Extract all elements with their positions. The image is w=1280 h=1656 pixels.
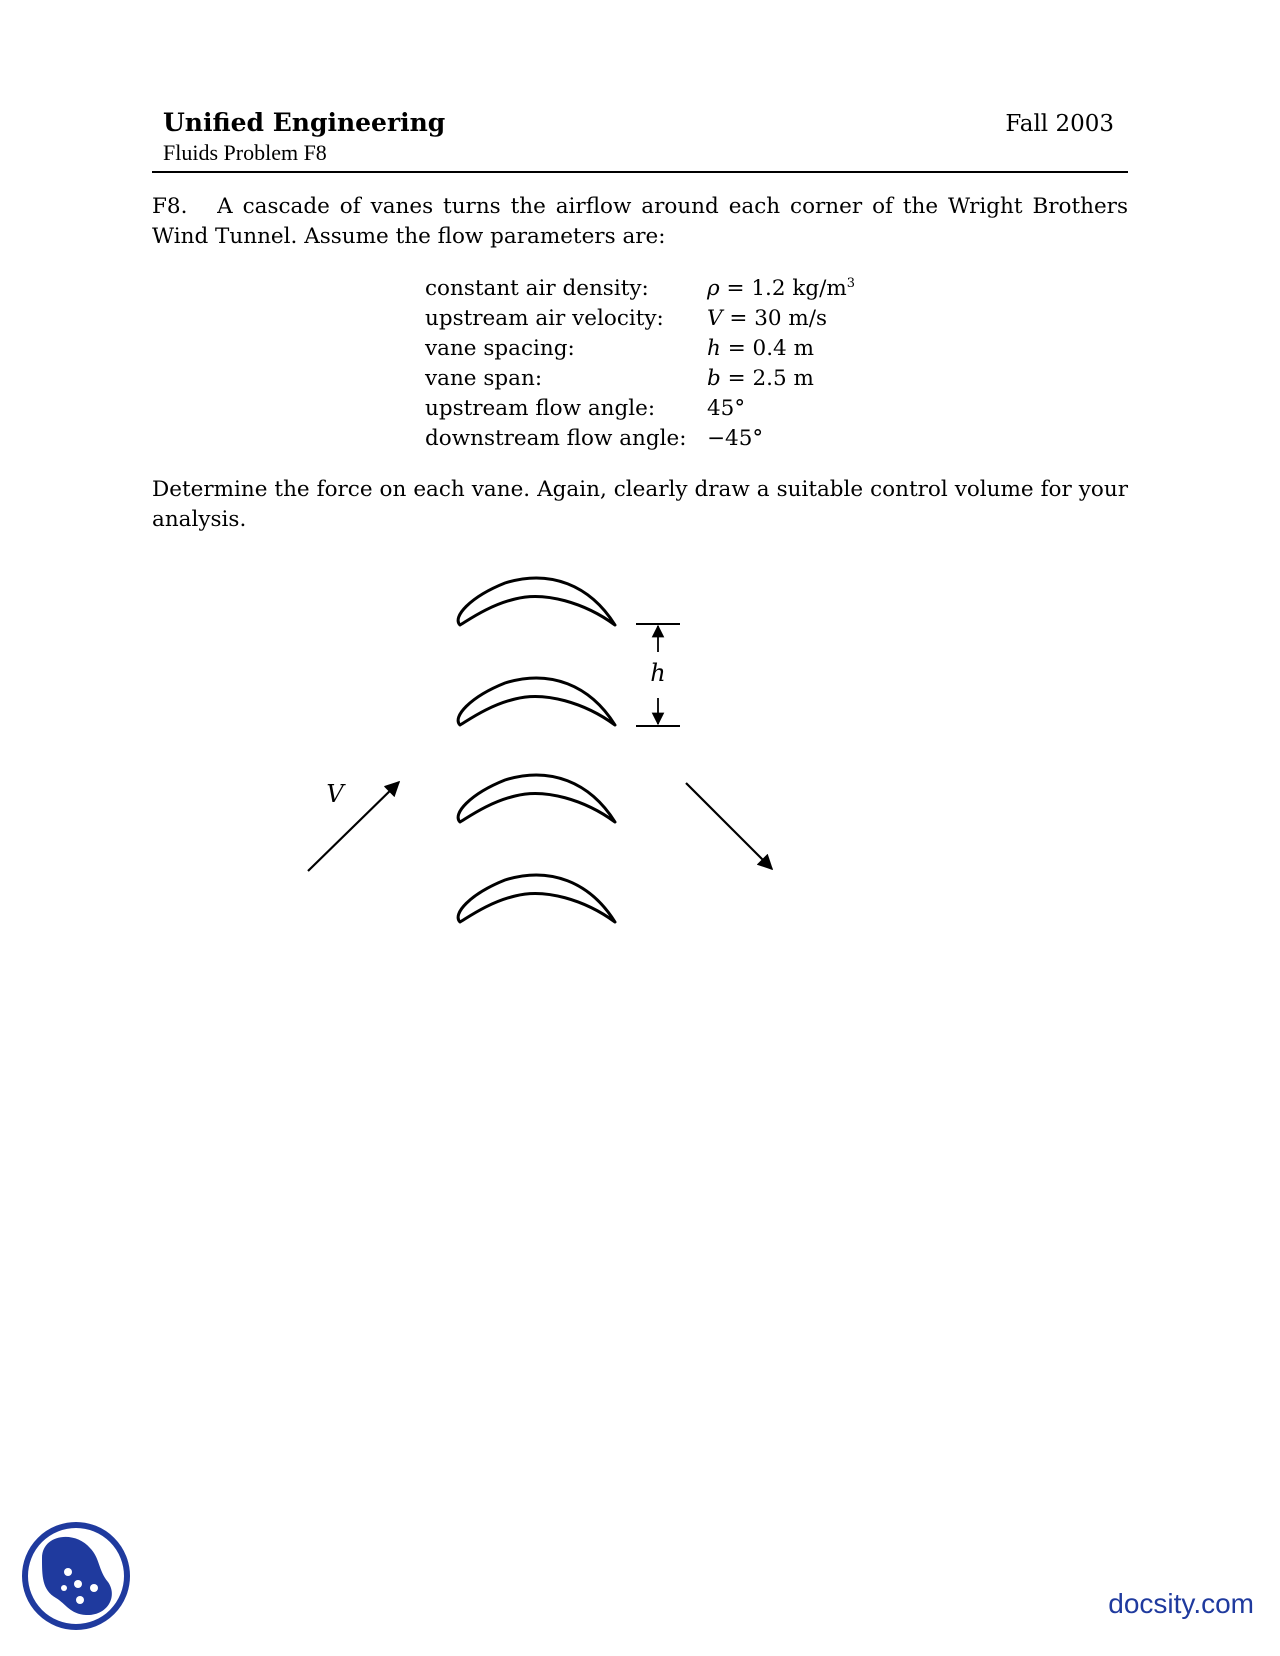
brand-link[interactable]: docsity.com (1108, 1588, 1254, 1619)
parameter-label: constant air density: (425, 276, 649, 301)
parameter-equation: = 30 m/s (722, 306, 828, 331)
header-rule (152, 171, 1128, 173)
velocity-label: V (326, 780, 344, 808)
parameter-value (707, 334, 855, 364)
parameter-row (425, 274, 855, 304)
problem-question: Determine the force on each vane. Again, clearly draw a suitable control volume for your analysis. (152, 477, 1128, 532)
parameter-symbol: b (707, 366, 721, 391)
parameter-value (707, 274, 855, 304)
parameter-row (425, 364, 855, 394)
parameter-table (425, 274, 855, 454)
inflow-velocity (308, 780, 399, 871)
problem-intro (152, 192, 1128, 252)
parameter-row (425, 334, 855, 364)
parameter-value (707, 394, 855, 424)
inflow-arrow (308, 782, 399, 871)
parameter-label: vane span: (425, 366, 543, 391)
parameter-value (707, 424, 855, 454)
outflow-arrow (686, 783, 772, 869)
vane-2 (458, 678, 615, 725)
parameter-symbol: h (707, 336, 721, 361)
course-title: Unified Engineering (163, 108, 446, 137)
spacing-dimension (636, 624, 680, 726)
parameter-value (707, 304, 855, 334)
problem-subtitle: Fluids Problem F8 (163, 140, 327, 165)
spacing-label: h (650, 659, 666, 687)
parameter-row (425, 394, 855, 424)
parameter-row (425, 304, 855, 334)
header-left (163, 108, 445, 166)
term-label: Fall 2003 (1005, 111, 1114, 137)
parameter-row (425, 424, 855, 454)
parameter-equation: = 2.5 m (720, 366, 814, 391)
docsity-logo (20, 1520, 132, 1632)
problem-intro-text: A cascade of vanes turns the airflow around each corner of the Wright Brothers Wind Tunnel. Assume the flow parameters are: (152, 194, 1128, 249)
parameter-equation: = 1.2 kg/m (719, 276, 847, 301)
parameter-superscript: 3 (846, 276, 856, 291)
parameter-equation: 45° (707, 396, 746, 421)
parameter-equation: −45° (707, 426, 764, 451)
vane-3 (458, 775, 615, 822)
parameter-label: downstream flow angle: (425, 426, 687, 451)
problem-number: F8. (152, 194, 188, 219)
vane-cascade-figure (290, 560, 810, 940)
parameter-value (707, 364, 855, 394)
parameter-label: vane spacing: (425, 336, 575, 361)
parameter-equation: = 0.4 m (720, 336, 814, 361)
parameter-symbol: ρ (707, 276, 720, 301)
parameter-label: upstream flow angle: (425, 396, 656, 421)
vane-1 (458, 578, 615, 625)
parameter-label: upstream air velocity: (425, 306, 664, 331)
vane-4 (458, 875, 615, 922)
parameter-symbol: V (707, 306, 723, 331)
